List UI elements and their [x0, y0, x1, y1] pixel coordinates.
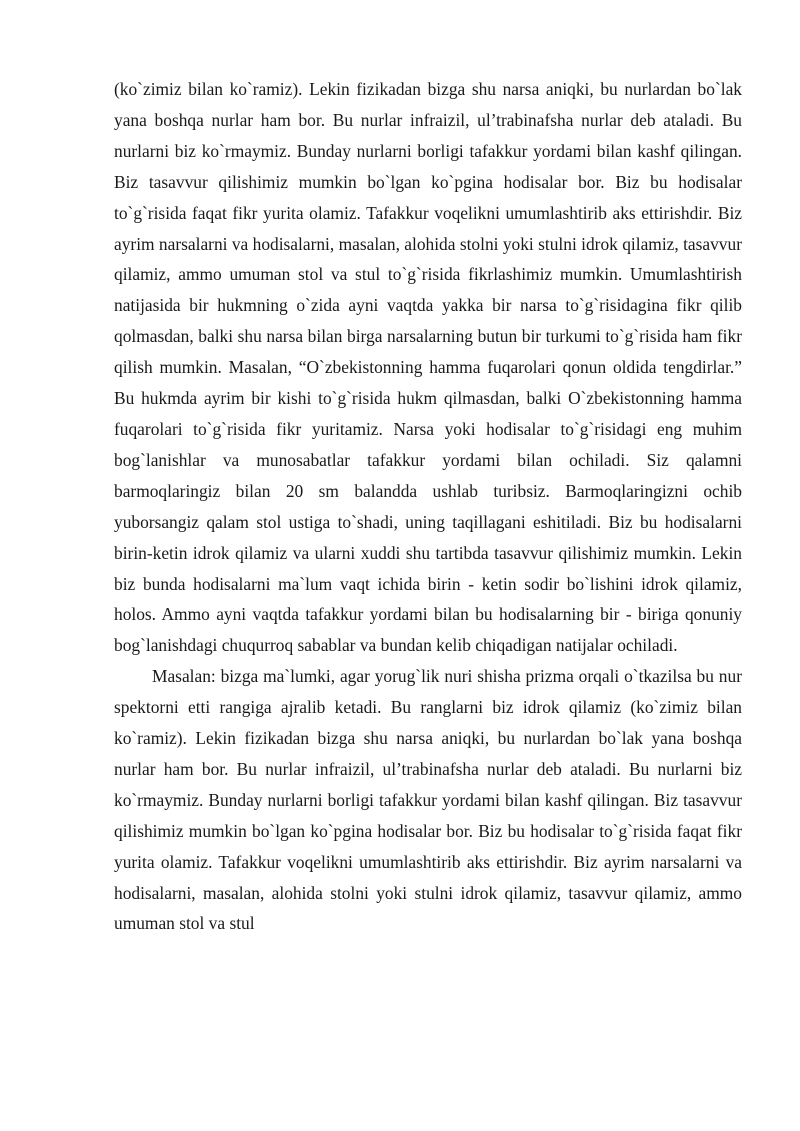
paragraph-1: (ko`zimiz bilan ko`ramiz). Lekin fizikadan bizga shu narsa aniqki, bu nurlardan bo`lak yana boshqa nurlar ham bor. Bu nurlar infraizil, ul’trabinafsha nurlar deb ataladi. Bu nurlarni biz ko`rmaymiz. Bunday nurlarni borligi tafakkur yordami bilan kashf qilingan. Biz tasavvur qilishimiz mumkin bo`lgan ko`pgina hodisalar bor. Biz bu hodisalar to`g`risida faqat fikr yurita olamiz. Tafakkur voqelikni umumlashtirib aks ettirishdir. Biz ayrim narsalarni va hodisalarni, masalan, alohida stolni yoki stulni idrok qilamiz, tasavvur qilamiz, ammo umuman stol va stul to`g`risida fikrlashimiz mumkin. Umumlashtirish natijasida bir hukmning o`zida ayni vaqtda yakka bir narsa to`g`risidagina fikr qilib qolmasdan, balki shu narsa bilan birga narsalarning butun bir turkumi to`g`risida ham fikr qilish mumkin. Masalan, “O`zbekistonning hamma fuqarolari qonun oldida tengdirlar.” Bu hukmda ayrim bir kishi to`g`risida hukm qilmasdan, balki O`zbekistonning hamma fuqarolari to`g`risida fikr yuritamiz. Narsa yoki hodisalar to`g`risidagi eng muhim bog`lanishlar va munosabatlar tafakkur yordami bilan ochiladi. Siz qalamni barmoqlaringiz bilan 20 sm balandda ushlab turibsiz. Barmoqlaringizni ochib yuborsangiz qalam stol ustiga to`shadi, uning taqillagani eshitiladi. Biz bu hodisalarni birin-ketin idrok qilamiz va ularni xuddi shu tartibda tasavvur qilishimiz mumkin. Lekin biz bunda hodisalarni ma`lum vaqt ichida birin - ketin sodir bo`lishini idrok qilamiz, holos. Ammo ayni vaqtda tafakkur yordami bilan bu hodisalarning bir - biriga qonuniy bog`lanishdagi chuqurroq sabablar va bundan kelib chiqadigan natijalar ochiladi. [114, 79, 742, 656]
body-text [114, 74, 742, 939]
paragraph-2: Masalan: bizga ma`lumki, agar yorug`lik nuri shisha prizma orqali o`tkazilsa bu nur spektorni etti rangiga ajralib ketadi. Bu ranglarni biz idrok qilamiz (ko`zimiz bilan ko`ramiz). Lekin fizikadan bizga shu narsa aniqki, bu nurlardan bo`lak yana boshqa nurlar ham bor. Bu nurlar infraizil, ul’trabinafsha nurlar deb ataladi. Bu nurlarni biz ko`rmaymiz. Bunday nurlarni borligi tafakkur yordami bilan kashf qilingan. Biz tasavvur qilishimiz mumkin bo`lgan ko`pgina hodisalar bor. Biz bu hodisalar to`g`risida faqat fikr yurita olamiz. Tafakkur voqelikni umumlashtirib aks ettirishdir. Biz ayrim narsalarni va hodisalarni, masalan, alohida stolni yoki stulni idrok qilamiz, tasavvur qilamiz, ammo umuman stol va stul [114, 666, 742, 934]
